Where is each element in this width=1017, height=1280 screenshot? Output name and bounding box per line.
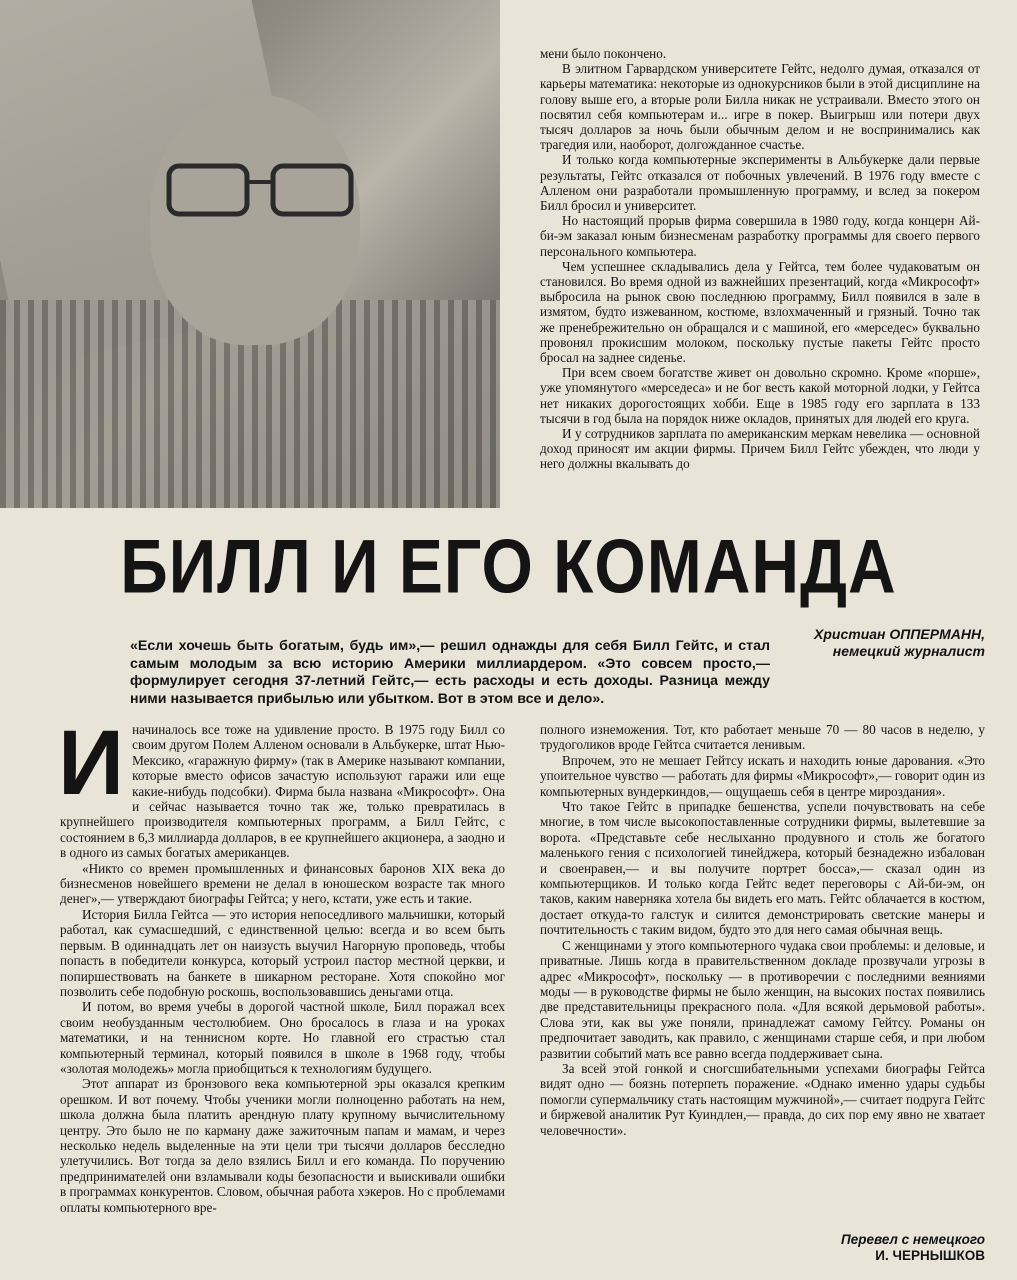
- paragraph: При всем своем богатстве живет он довольно скромно. Кроме «порше», уже упомянутого «мерседеса» и не бог весть какой моторной лодки, у Гейтса нет никаких дорогостоящих хобби. Еще в 1985 году его зарплата в 133 тысячи в год была на порядок ниже окладов, принятых для людей его круга.: [540, 365, 980, 426]
- paragraph: Чем успешнее складывались дела у Гейтса, тем более чудаковатым он становился. Во время одной из важнейших презентаций, когда «Микрософт» выбросила на рынок свою последнюю программу, Билл появился в зале в измятом, будто изжеванном, костюме, взлохмаченный и грязный. Точно так же пренебрежительно он обращался и с машиной, его «мерседес» буквально провонял прокисшим молоком, поскольку пустые пакеты Гейтс просто бросал на заднее сиденье.: [540, 258, 980, 366]
- glasses-icon: [165, 160, 355, 220]
- portrait-photo: [0, 0, 500, 508]
- translator-note: Перевел с немецкого: [841, 1232, 985, 1247]
- paragraph: Этот аппарат из бронзового века компьютерной эры оказался крепким орешком. И вот почему. Чтобы ученики могли полноценно работать на нем, школа должна была платить арендную плату крупному вычислительному центру. Это было не по карману даже зажиточным папам и мамам, и через несколько недель выделенные на эти цели три тысячи долларов бесследно улетучились. Вот тогда за дело взялись Билл и его команда. По поручению предпринимателей они взламывали коды безопасности и выискивали ошибки в программах конкурентов. Словом, обычная работа хэкеров. Но с проблемами оплаты компьютерного вре-: [60, 1076, 505, 1215]
- paragraph: Впрочем, это не мешает Гейтсу искать и находить юные дарования. «Это упоительное чувство — работать для фирмы «Микрософт»,— говорит один из компьютерных вундеркиндов,— ощущаешь себя в центре мироздания».: [540, 752, 985, 799]
- left-column: [58, 712, 505, 1215]
- paragraph: Что такое Гейтс в припадке бешенства, успели почувствовать на себе многие, в том числе высокопоставленные сотрудники фирмы, вылетевшие за ворота. «Представьте себе неслыханно продувного и столь же богатого маленького гения с психологией тинейджера, который безнадежно избалован и своенравен,— и вы получите портрет босса»,— сказал один из компьютерщиков. И только когда Гейтс ведет переговоры с Ай-би-эм, он таков, каким наверняка хотела бы видеть его мать. Гейтс облачается в костюм, достает откуда-то галстук и силится демонстрировать светские манеры и почтительность с таким видом, будто это для него самая обычная вещь.: [540, 799, 985, 938]
- translator-credit: [780, 1232, 985, 1264]
- paragraph: начиналось все тоже на удивление просто. В 1975 году Билл со своим другом Полем Алленом основали в Альбукерке, штат Нью-Мексико, «гаражную фирму» (так в Америке называют компании, которые вместо офисов зачастую используют гаражи или еще какие-нибудь подсобки). Фирма была названа «Микрософт». Она и сейчас называется точно так же, только превратилась в крупнейшего производителя компьютерных программ, а Билл Гейтс, с состоянием в 6,3 миллиарда долларов, в ее крупнейшего акционера, а заодно и в одного из самых богатых американцев.: [60, 722, 505, 861]
- paragraph: И только когда компьютерные эксперименты в Альбукерке дали первые результаты, Гейтс отказался от побочных увлечений. В 1976 году вместе с Алленом они разработали промышленную программу, и вслед за покером Билл бросил и университет.: [540, 152, 980, 214]
- article-headline: БИЛЛ И ЕГО КОМАНДА: [120, 523, 897, 609]
- paragraph: «Никто со времен промышленных и финансовых баронов XIX века до бизнесменов новейшего времени не делал в юношеском возрасте так много денег»,— утверждают биографы Гейтса; у него, кстати, уже есть и такие.: [60, 860, 505, 907]
- drop-cap: И: [58, 712, 125, 814]
- paragraph: За всей этой гонкой и сногсшибательными успехами биографы Гейтса видят одно — боязнь потерпеть поражение. «Однако именно удары судьбы помогли супермальчику стать настоящим мужчиной»,— считает подруга Гейтс и биржевой аналитик Рут Куиндлен,— правда, до сих пор ему явно не хватает человечности».: [540, 1060, 985, 1138]
- author-byline: [760, 626, 985, 660]
- author-name: Христиан ОППЕРМАНН,: [814, 626, 985, 642]
- article-lede: «Если хочешь быть богатым, будь им»,— решил однажды для себя Билл Гейтс, и стал самым молодым за всю историю Америки миллиардером. «Это совсем просто,— формулирует сегодня 37-летний Гейтс,— есть расходы и есть доходы. Разница между ними называется прибылью или убытком. Вот в этом все и дело».: [130, 638, 770, 707]
- right-column: [540, 722, 985, 1138]
- paragraph: И потом, во время учебы в дорогой частной школе, Билл поражал всех своим необузданным честолюбием. Оно бросалось в глаза и на уроках математики, и на теннисном корте. Но главной его страстью стал компьютерный терминал, который появился в школе в 1968 году, чтобы «золотая молодежь» могла приобщиться к технологиям будущего.: [60, 999, 505, 1076]
- paragraph: В элитном Гарвардском университете Гейтс, недолго думая, отказался от карьеры математика: некоторые из однокурсников были в этой дисциплине на голову выше его, а вторые роли Билла никак не устраивали. Вместо этого он посвятил себя компьютерам и... игре в покер. Выигрыш или потери двух тысяч долларов за ночь были обычным делом и не воспринимались как трагедия или, наоборот, долгожданное счастье.: [540, 61, 980, 153]
- top-right-column: [540, 46, 980, 516]
- paragraph: полного изнеможения. Тот, кто работает меньше 70 — 80 часов в неделю, у трудоголиков вроде Гейтса считается ленивым.: [540, 722, 985, 753]
- paragraph: И у сотрудников зарплата по американским меркам невелика — основной доход приносят им акции фирмы. Причем Билл Гейтс убежден, что люди у него должны вкалывать до: [540, 426, 980, 472]
- author-role: немецкий журналист: [832, 643, 985, 659]
- paragraph: мени было покончено.: [540, 46, 667, 61]
- paragraph: Но настоящий прорыв фирма совершила в 1980 году, когда концерн Ай-би-эм заказал юным бизнесменам разработку программы для своего первого персонального компьютера.: [540, 213, 980, 259]
- paragraph: История Билла Гейтса — это история непоседливого мальчишки, который работал, как сумасшедший, с единственной целью: всегда и во всем быть первым. В одиннадцать лет он наизусть выучил Нагорную проповедь, чтобы попасть в победители конкурса, который устроил пастор местной церкви, и попиршествовать на банкете в шикарном ресторане. Хотя спокойно мог позволить себе подобную роскошь, воспользовавшись деньгами отца.: [60, 906, 505, 999]
- paragraph: С женщинами у этого компьютерного чудака свои проблемы: и деловые, и приватные. Лишь когда в правительственном докладе прозвучали угрозы в адрес «Микрософт», поскольку — в противоречии с последними веяниями моды — в руководстве фирмы не было женщин, на высоких постах появились две представительницы прекрасного пола. «Для всякой дерьмовой работы». Слова эти, как вы уже поняли, принадлежат самому Гейтсу. Романы он предпочитает заводить, как правило, с женщинами старше себя, и при любом развитии событий мать все равно всегда поддерживает сына.: [540, 937, 985, 1061]
- photo-face: [150, 95, 360, 345]
- translator-name: И. ЧЕРНЫШКОВ: [875, 1248, 985, 1263]
